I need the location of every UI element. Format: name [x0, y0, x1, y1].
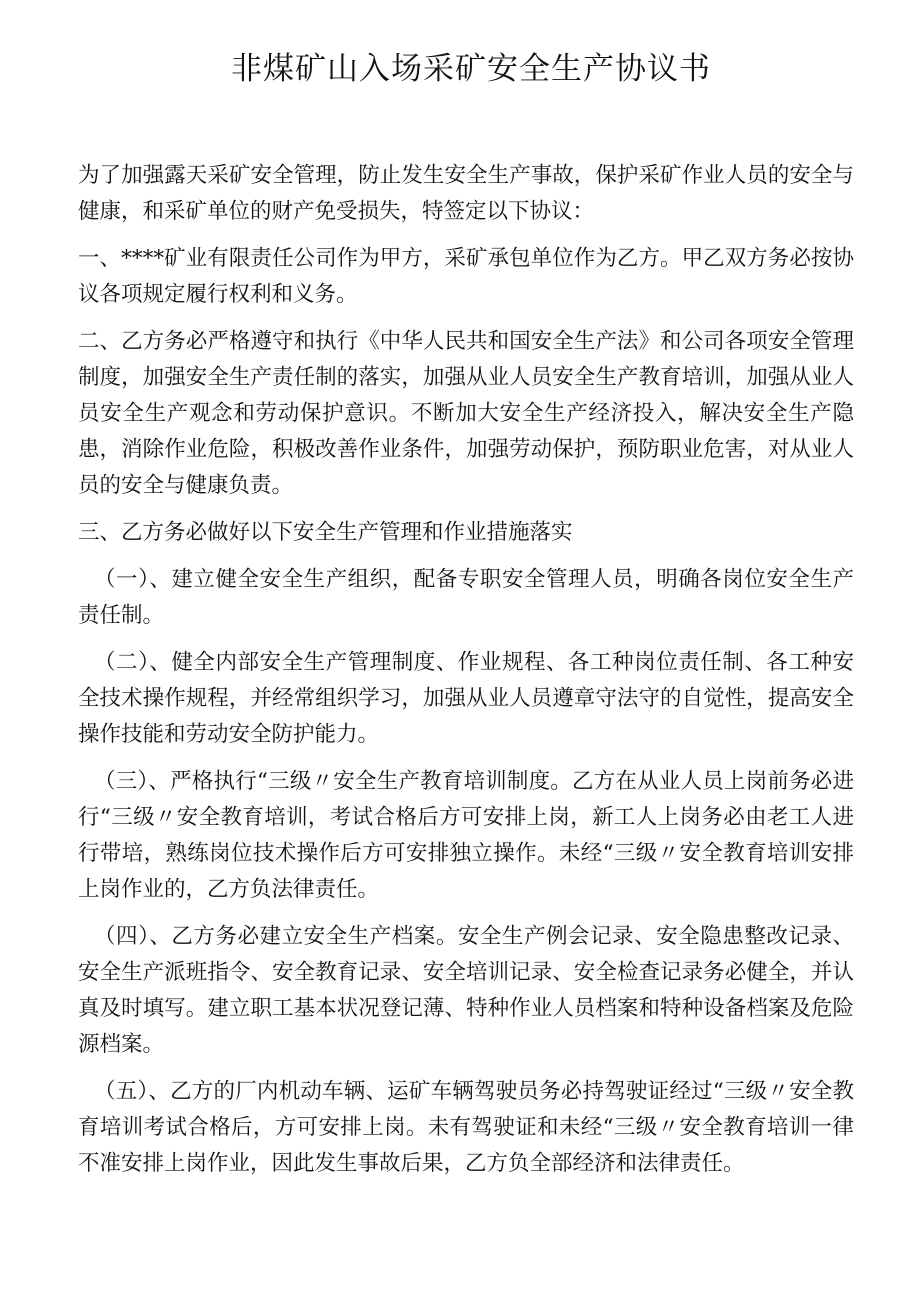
- paragraph-article-3: 三、乙方务必做好以下安全生产管理和作业措施落实: [78, 520, 573, 545]
- paragraph-preamble: 为了加强露天采矿安全管理，防止发生安全生产事故，保护采矿作业人员的安全与健康，和采矿单位的财产免受损失，特签定以下协议：: [78, 163, 854, 224]
- document-body: [78, 158, 854, 1182]
- paragraph-item-5: （五）、乙方的厂内机动车辆、运矿车辆驾驶员务必持驾驶证经过“三级〃安全教育培训考试合格后，方可安排上岗。未有驾驶证和未经“三级〃安全教育培训一律不准安排上岗作业，因此发生事故后果，乙方负全部经济和法律责任。: [78, 1079, 854, 1176]
- paragraph-item-1: （一）、建立健全安全生产组织，配备专职安全管理人员，明确各岗位安全生产责任制。: [78, 567, 854, 628]
- paragraph-article-1: 一、****矿业有限责任公司作为甲方，采矿承包单位作为乙方。甲乙双方务必按协议各项规定履行权利和义务。: [78, 246, 854, 307]
- paragraph-item-4: （四）、乙方务必建立安全生产档案。安全生产例会记录、安全隐患整改记录、安全生产派班指令、安全教育记录、安全培训记录、安全检查记录务必健全，并认真及时填写。建立职工基本状况登记薄、特种作业人员档案和特种设备档案及危险源档案。: [78, 924, 854, 1057]
- paragraph-item-3: （三）、严格执行“三级〃安全生产教育培训制度。乙方在从业人员上岗前务必进行“三级〃安全教育培训，考试合格后方可安排上岗，新工人上岗务必由老工人进行带培，熟练岗位技术操作后方可安排独立操作。未经“三级〃安全教育培训安排上岗作业的，乙方负法律责任。: [78, 769, 854, 902]
- document-title: 非煤矿山入场采矿安全生产协议书: [231, 51, 711, 87]
- paragraph-article-2: 二、乙方务必严格遵守和执行《中华人民共和国安全生产法》和公司各项安全管理制度，加强安全生产责任制的落实，加强从业人员安全生产教育培训，加强从业人员安全生产观念和劳动保护意识。不断加大安全生产经济投入，解决安全生产隐患，消除作业危险，积极改善作业条件，加强劳动保护，预防职业危害，对从业人员的安全与健康负责。: [78, 329, 854, 498]
- paragraph-item-2: （二）、健全内部安全生产管理制度、作业规程、各工种岗位责任制、各工种安全技术操作规程，并经常组织学习，加强从业人员遵章守法守的自觉性，提高安全操作技能和劳动安全防护能力。: [78, 650, 854, 747]
